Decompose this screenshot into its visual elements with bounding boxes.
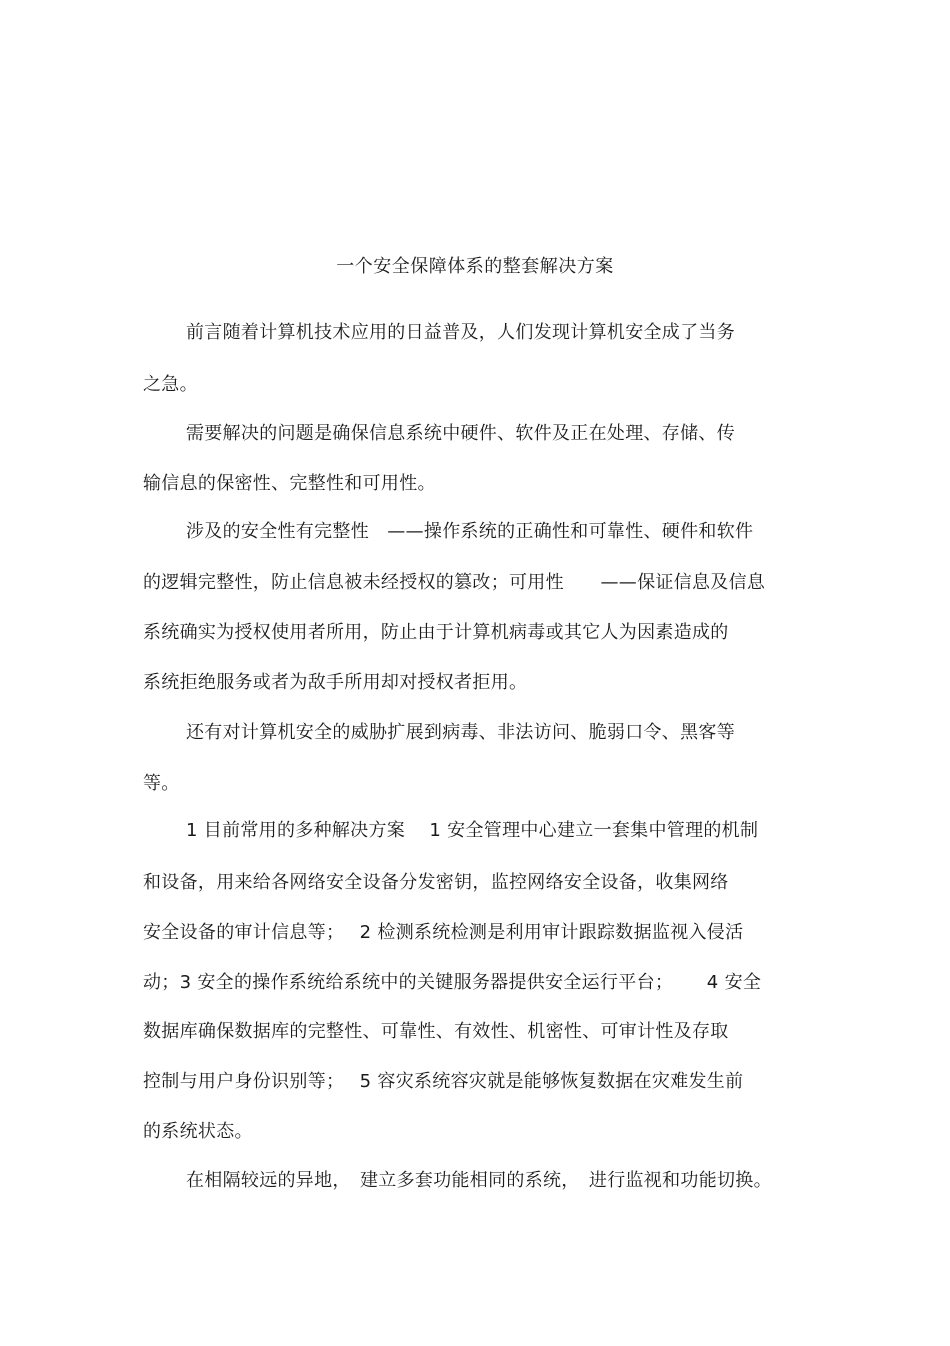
text-line: 的系统状态。 bbox=[143, 1121, 253, 1142]
text-line: 在相隔较远的异地， 建立多套功能相同的系统， 进行监视和功能切换。 bbox=[186, 1170, 772, 1191]
text-line: 系统拒绝服务或者为敌手所用却对授权者拒用。 bbox=[143, 672, 528, 693]
text-line: 控制与用户身份识别等； 5 容灾系统容灾就是能够恢复数据在灾难发生前 bbox=[143, 1071, 744, 1092]
text-line: 数据库确保数据库的完整性、可靠性、有效性、机密性、可审计性及存取 bbox=[143, 1021, 729, 1042]
text-line: 涉及的安全性有完整性 ——操作系统的正确性和可靠性、硬件和软件 bbox=[186, 521, 754, 542]
text-line: 和设备，用来给各网络安全设备分发密钥，监控网络安全设备，收集网络 bbox=[143, 872, 729, 893]
text-line: 安全设备的审计信息等； 2 检测系统检测是利用审计跟踪数据监视入侵活 bbox=[143, 922, 744, 943]
text-line: 1 目前常用的多种解决方案 1 安全管理中心建立一套集中管理的机制 bbox=[186, 820, 759, 841]
text-line: 等。 bbox=[143, 773, 180, 794]
text-line: 前言随着计算机技术应用的日益普及，人们发现计算机安全成了当务 bbox=[186, 322, 735, 343]
text-line: 系统确实为授权使用者所用，防止由于计算机病毒或其它人为因素造成的 bbox=[143, 622, 729, 643]
text-line: 的逻辑完整性，防止信息被未经授权的篡改；可用性 ——保证信息及信息 bbox=[143, 572, 766, 593]
document-title: 一个安全保障体系的整套解决方案 bbox=[336, 256, 614, 277]
text-line: 输信息的保密性、完整性和可用性。 bbox=[143, 473, 436, 494]
text-line: 之急。 bbox=[143, 374, 198, 395]
text-line: 还有对计算机安全的威胁扩展到病毒、非法访问、脆弱口令、黑客等 bbox=[186, 722, 735, 743]
text-line: 需要解决的问题是确保信息系统中硬件、软件及正在处理、存储、传 bbox=[186, 423, 735, 444]
text-line: 动；3 安全的操作系统给系统中的关键服务器提供安全运行平台； 4 安全 bbox=[143, 972, 762, 993]
